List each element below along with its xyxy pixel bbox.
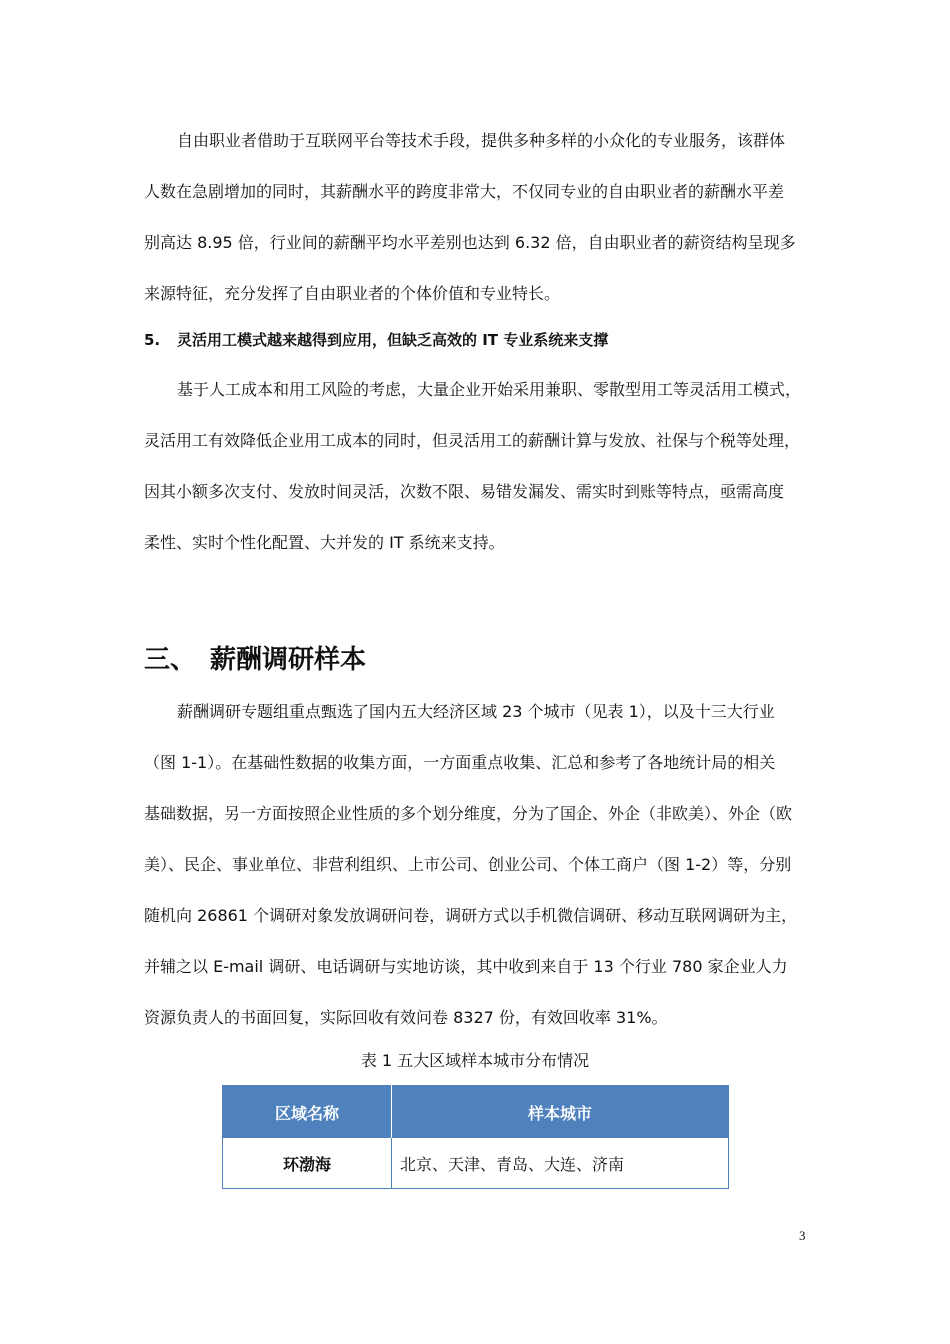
table-header-row <box>223 1086 729 1139</box>
text-line: （图 1-1）。在基础性数据的收集方面，一方面重点收集、汇总和参考了各地统计局的相关 <box>144 753 776 772</box>
section-heading <box>144 640 366 680</box>
subheading-text: 灵活用工模式越来越得到应用，但缺乏高效的 IT 专业系统来支撑 <box>177 331 609 349</box>
paragraph-freelancers <box>144 128 810 332</box>
paragraph-flexible-employment <box>144 377 810 581</box>
text-line: 薪酬调研专题组重点甄选了国内五大经济区域 23 个城市（见表 1），以及十三大行业 <box>177 702 775 721</box>
text-line: 随机向 26861 个调研对象发放调研问卷，调研方式以手机微信调研、移动互联网调研为主， <box>144 906 798 925</box>
column-header-region: 区域名称 <box>223 1086 392 1139</box>
region-cell: 环渤海 <box>223 1138 392 1189</box>
text-line: 基于人工成本和用工风险的考虑，大量企业开始采用兼职、零散型用工等灵活用工模式， <box>177 380 802 399</box>
text-line: 灵活用工有效降低企业用工成本的同时，但灵活用工的薪酬计算与发放、社保与个税等处理， <box>144 431 801 450</box>
subheading-number: 5. <box>144 331 161 349</box>
text-line: 人数在急剧增加的同时，其薪酬水平的跨度非常大，不仅同专业的自由职业者的薪酬水平差 <box>144 182 785 201</box>
cities-cell: 北京、天津、青岛、大连、济南 <box>400 1154 625 1174</box>
page-number: 3 <box>799 1228 806 1243</box>
text-line: 柔性、实时个性化配置、大并发的 IT 系统来支持。 <box>144 533 505 552</box>
paragraph-survey-sample <box>144 699 810 1056</box>
region-city-table <box>222 1085 729 1189</box>
subheading-5 <box>144 328 608 353</box>
table-row <box>223 1138 729 1189</box>
section-title: 薪酬调研样本 <box>210 645 367 675</box>
text-line: 美）、民企、事业单位、非营利组织、上市公司、创业公司、个体工商户（图 1-2）等，分别 <box>144 855 792 874</box>
text-line: 自由职业者借助于互联网平台等技术手段，提供多种多样的小众化的专业服务，该群体 <box>177 131 786 150</box>
text-line: 别高达 8.95 倍，行业间的薪酬平均水平差别也达到 6.32 倍，自由职业者的薪资结构呈现多 <box>144 233 796 252</box>
text-line: 并辅之以 E-mail 调研、电话调研与实地访谈，其中收到来自于 13 个行业 780 家企业人力 <box>144 957 788 976</box>
text-line: 来源特征，充分发挥了自由职业者的个体价值和专业特长。 <box>144 284 561 303</box>
text-line: 因其小额多次支付、发放时间灵活，次数不限、易错发漏发、需实时到账等特点，亟需高度 <box>144 482 785 501</box>
section-number: 三、 <box>144 645 197 675</box>
table-caption: 表 1 五大区域样本城市分布情况 <box>360 1051 590 1070</box>
column-header-cities: 样本城市 <box>392 1086 729 1139</box>
text-line: 基础数据，另一方面按照企业性质的多个划分维度，分为了国企、外企（非欧美）、外企（欧 <box>144 804 793 823</box>
text-line: 资源负责人的书面回复，实际回收有效问卷 8327 份，有效回收率 31%。 <box>144 1008 668 1027</box>
